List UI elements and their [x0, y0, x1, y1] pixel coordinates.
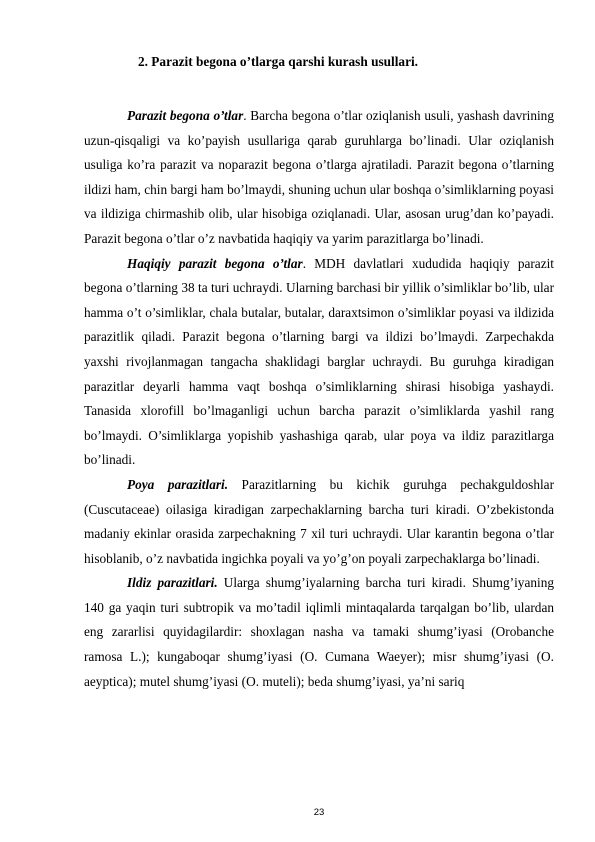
paragraph-text: Ularga shumg’iyalarning barcha turi kiradi. Shumg’iyaning 140 ga yaqin turi subtropik va mo’tadil iqlimli mintaqalarda tarqalgan bo’lib, ulardan eng zararlisi quyidagilardir: shoxlagan nasha va tamaki shumg’iyasi (Orobanche ramosa L.); kungaboqar shumg’iyasi (O. Cumana Waeyer); misr shumg’iyasi (O. aeyptica); mutel shumg’iyasi (O. muteli); beda shumg’iyasi, ya’ni sariq: [84, 575, 554, 689]
paragraph-parazit-begona: [84, 104, 554, 252]
paragraph-text: . Barcha begona o’tlar oziqlanish usuli, yashash davrining uzun-qisqaligi va ko’payish usullariga qarab guruhlarga bo’linadi. Ular oziqlanish usuliga ko’ra parazit va noparazit begona o’tlarga ajratiladi. Parazit begona o’tlarning ildizi ham, chin bargi ham bo’lmaydi, shuning uchun ular boshqa o’simliklarning poyasi va ildiziga chirmashib olib, ular hisobiga oziqlanadi. Ular, asosan urug’dan ko’payadi. Parazit begona o’tlar o’z navbatida haqiqiy va yarim parazitlarga bo’linadi.: [84, 108, 554, 246]
term-ildiz-parazitlari: Ildiz parazitlari.: [127, 575, 218, 591]
paragraph-text: Parazitlarning bu kichik guruhga pechakguldoshlar (Cuscutaceae) oilasiga kiradigan zarpechaklarning barcha turi kiradi. O’zbekistonda madaniy ekinlar orasida zarpechakning 7 xil turi uchraydi. Ular karantin begona o’tlar hisoblanib, o’z navbatida ingichka poyali va yo’g’on poyali zarpechaklarga bo’linadi.: [84, 476, 554, 566]
section-heading: 2. Parazit begona o’tlarga qarshi kurash usullari.: [138, 54, 418, 69]
term-parazit-begona: Parazit begona o’tlar: [127, 108, 244, 123]
paragraph-text: . MDH davlatlari xududida haqiqiy parazit begona o’tlarning 38 ta turi uchraydi. Ularning barchasi bir yillik o’simliklar bo’lib, ular hamma o’t o’simliklar, chala butalar, butalar, daraxtsimon o’simliklar poyasi va ildizida parazitlik qiladi. Parazit begona o’tlarning bargi va ildizi bo’lmaydi. Zarpechakda yaxshi rivojlanmagan tangacha shaklidagi barglar uchraydi. Bu guruhga kiradigan parazitlar deyarli hamma vaqt boshqa o’simliklarning shirasi hisobiga yashaydi. Tanasida xlorofill bo’lmaganligi uchun barcha parazit o’simliklarda yashil rang bo’lmaydi. O’simliklarga yopishib yashashiga qarab, ular poya va ildiz parazitlarga bo’linadi.: [84, 255, 554, 468]
body-text: [84, 104, 554, 694]
page-number: 23: [313, 807, 325, 818]
term-haqiqiy-parazit: Haqiqiy parazit begona o’tlar: [127, 255, 303, 271]
paragraph-ildiz-parazitlari: [84, 571, 554, 694]
paragraph-poya-parazitlari: [84, 473, 554, 571]
term-poya-parazitlari: Poya parazitlari.: [127, 476, 229, 492]
paragraph-haqiqiy-parazit: [84, 252, 554, 473]
